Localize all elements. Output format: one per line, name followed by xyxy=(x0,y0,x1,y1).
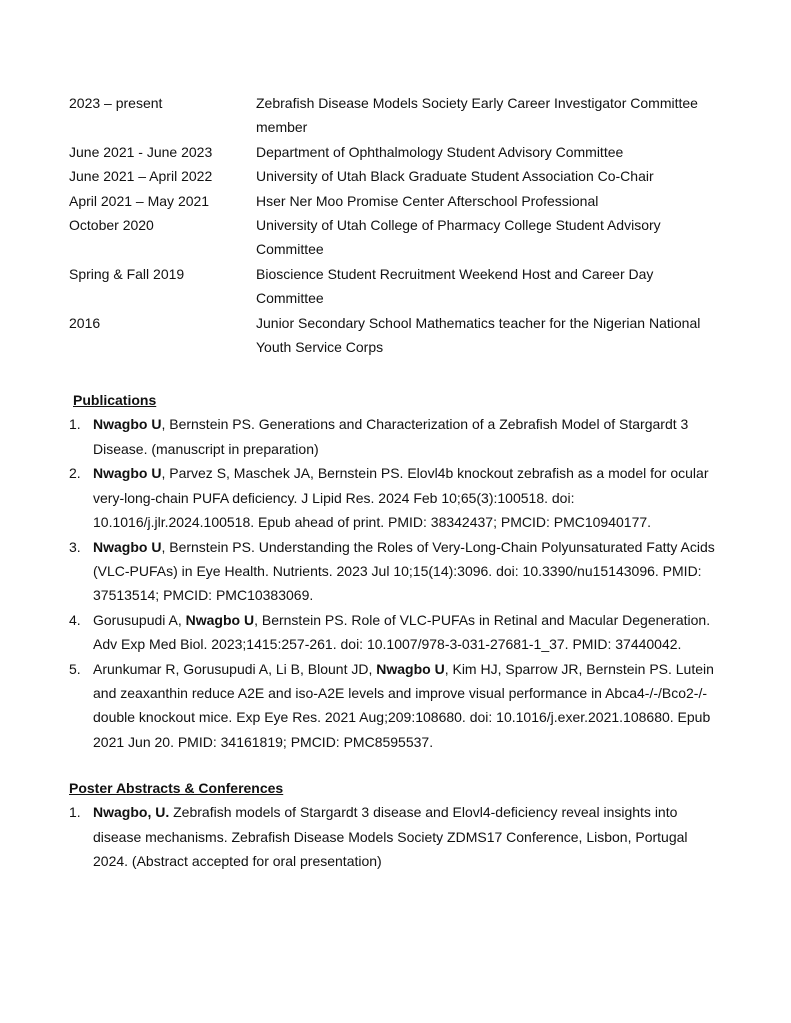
citation-text: , Kim HJ, Sparrow JR, Bernstein PS. Lutein and zeaxanthin reduce A2E and iso-A2E levels and improve visual performance in Abca4-/-/Bco2-/- double knockout mice. Exp Eye Res. 2021 Aug;209:108680. doi: 10.1016/j.exer.2021.108680. Epub 2021 Jun 20. PMID: 34161819; PMCID: PMC8595537. xyxy=(93,660,714,750)
list-number: 5. xyxy=(69,660,81,677)
publication-item xyxy=(69,657,721,755)
service-row xyxy=(69,164,719,188)
service-date: April 2021 – May 2021 xyxy=(69,192,210,209)
citation-text: , Bernstein PS. Role of VLC-PUFAs in Retinal and Macular Degeneration. Adv Exp Med Biol. 2023;1415:257-261. doi: 10.1007/978-3-031-27681-1_37. PMID: 37440042. xyxy=(93,611,711,653)
publications-heading: Publications xyxy=(73,392,157,409)
service-description: Zebrafish Disease Models Society Early Career Investigator Committee member xyxy=(256,95,698,136)
service-row xyxy=(69,91,719,140)
publication-item xyxy=(69,461,721,534)
posters-heading: Poster Abstracts & Conferences xyxy=(69,780,284,797)
service-row xyxy=(69,311,719,360)
highlighted-author: Nwagbo, U. xyxy=(93,804,170,821)
publication-item xyxy=(69,535,721,608)
service-date: June 2021 – April 2022 xyxy=(69,168,213,185)
service-row xyxy=(69,213,719,262)
highlighted-author: Nwagbo U xyxy=(93,416,162,433)
service-description: Department of Ophthalmology Student Advisory Committee xyxy=(256,143,624,160)
service-description: Hser Ner Moo Promise Center Afterschool Professional xyxy=(256,192,599,209)
highlighted-author: Nwagbo U xyxy=(185,611,255,628)
list-number: 1. xyxy=(69,416,81,433)
service-row xyxy=(69,262,719,311)
service-date: 2023 – present xyxy=(69,95,163,111)
abstract-text: Zebrafish models of Stargardt 3 disease and Elovl4-deficiency reveal insights into disease mechanisms. Zebrafish Disease Models Society ZDMS17 Conference, Lisbon, Portugal 2024. (Abstract accepted for oral presentation) xyxy=(93,804,688,869)
publication-item xyxy=(69,608,721,657)
list-number: 1. xyxy=(69,804,81,821)
service-row xyxy=(69,140,719,164)
list-number: 3. xyxy=(69,538,81,555)
service-date: Spring & Fall 2019 xyxy=(69,265,185,282)
service-description: Junior Secondary School Mathematics teacher for the Nigerian National Youth Service Corps xyxy=(256,314,701,356)
highlighted-author: Nwagbo U xyxy=(93,465,162,482)
service-date: June 2021 - June 2023 xyxy=(69,143,213,160)
service-description: University of Utah Black Graduate Student Association Co-Chair xyxy=(256,168,654,185)
poster-item xyxy=(69,800,721,873)
publication-item xyxy=(69,412,721,461)
highlighted-author: Nwagbo U xyxy=(376,660,445,677)
service-row xyxy=(69,189,719,213)
list-number: 4. xyxy=(69,611,81,628)
service-table xyxy=(69,91,719,359)
service-date: 2016 xyxy=(69,314,101,331)
citation-text: , Bernstein PS. Generations and Characterization of a Zebrafish Model of Stargardt 3 Disease. (manuscript in preparation) xyxy=(93,416,689,457)
authors-before: Arunkumar R, Gorusupudi A, Li B, Blount JD, xyxy=(93,660,377,677)
authors-before: Gorusupudi A, xyxy=(93,611,186,628)
publications-list xyxy=(69,412,719,754)
posters-list xyxy=(69,800,719,873)
list-number: 2. xyxy=(69,465,81,482)
page-content xyxy=(69,91,719,873)
service-description: Bioscience Student Recruitment Weekend Host and Career Day Committee xyxy=(256,265,654,307)
service-date: October 2020 xyxy=(69,217,154,234)
citation-text: , Parvez S, Maschek JA, Bernstein PS. Elovl4b knockout zebrafish as a model for ocular very-long-chain PUFA deficiency. J Lipid Res. 2024 Feb 10;65(3):100518. doi: 10.1016/j.jlr.2024.100518. Epub ahead of print. PMID: 38342437; PMCID: PMC10940177. xyxy=(93,465,709,531)
highlighted-author: Nwagbo U xyxy=(93,538,162,555)
citation-text: , Bernstein PS. Understanding the Roles of Very-Long-Chain Polyunsaturated Fatty Acids (VLC-PUFAs) in Eye Health. Nutrients. 2023 Jul 10;15(14):3096. doi: 10.3390/nu15143096. PMID: 37513514; PMCID: PMC10383069. xyxy=(93,538,715,604)
service-description: University of Utah College of Pharmacy College Student Advisory Committee xyxy=(256,217,661,258)
